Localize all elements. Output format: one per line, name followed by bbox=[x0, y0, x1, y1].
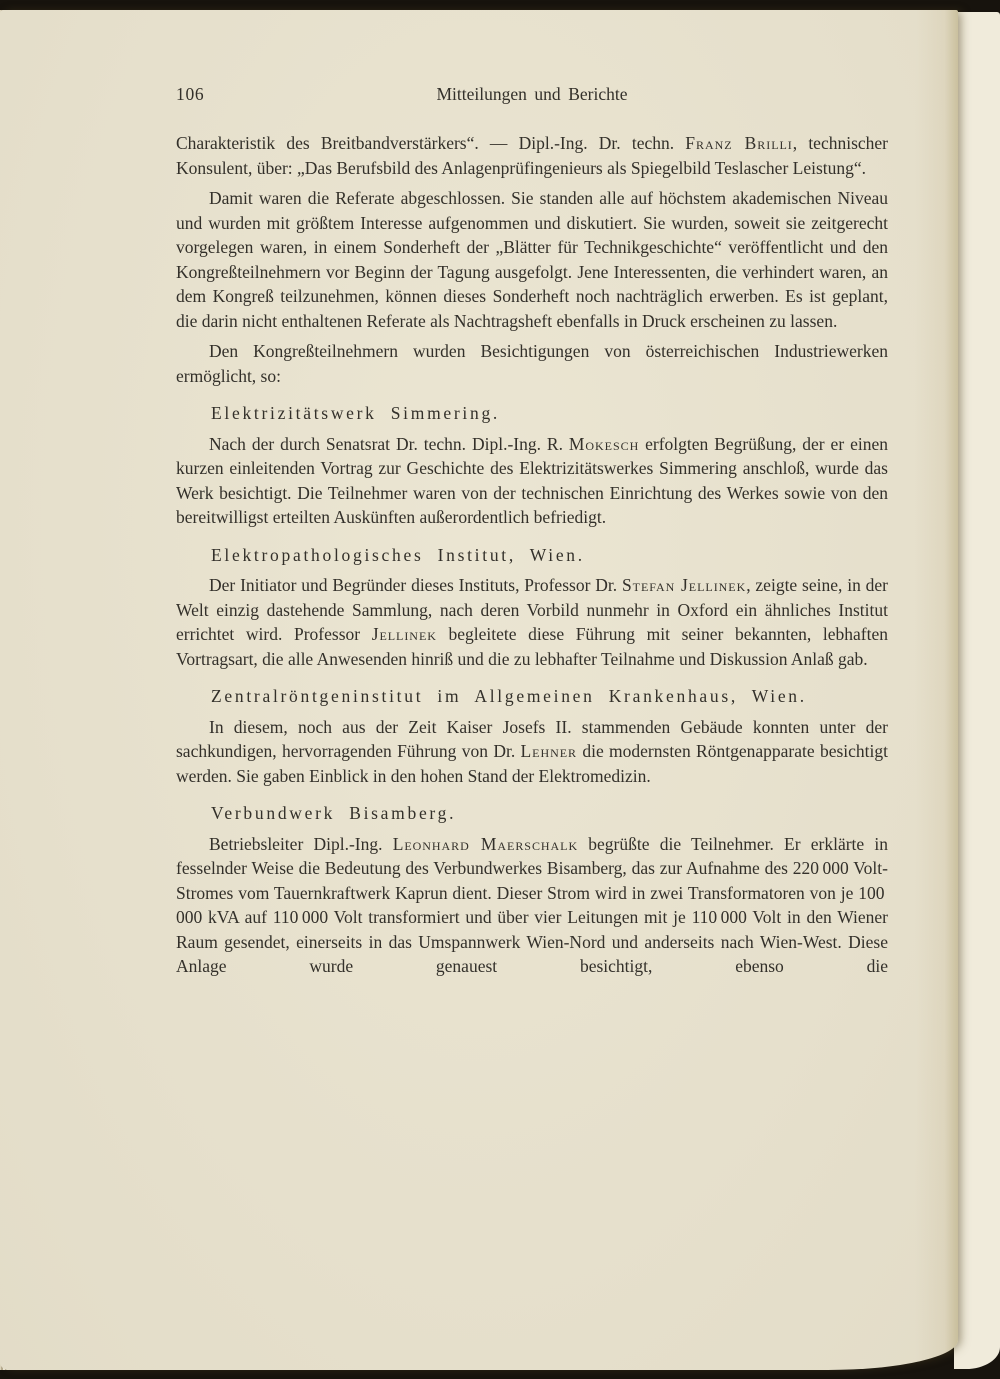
paragraph bbox=[176, 339, 888, 388]
text-run: Damit waren die Referate abgeschlossen. Sie standen alle auf höchstem akademischen Niveau und wurden mit größtem Interesse aufgenommen und diskutiert. Sie wurden, soweit sie zeitgerecht vorgelegen waren, in einem Sonderheft der „Blätter für Technikgeschichte“ veröffentlicht und den Kongreßteilnehmern vor Beginn der Tagung ausgefolgt. Jene Interessenten, die verhindert waren, an dem Kongreß teilzunehmen, können dieses Sonderheft noch nachträglich erwerben. Es ist geplant, die darin nicht enthaltenen Referate als Nachtragsheft ebenfalls in Druck erscheinen zu lassen. bbox=[176, 188, 888, 331]
paragraph bbox=[176, 832, 888, 979]
text-run: Der Initiator und Begründer dieses Instituts, Professor Dr. bbox=[209, 575, 622, 595]
text-run: Betriebsleiter Dipl.-Ing. bbox=[209, 833, 393, 854]
next-page-edge bbox=[954, 12, 1000, 1369]
text-run: Den Kongreßteilnehmern wurden Besichtigungen von österreichischen Industriewerken ermöglicht, so: bbox=[176, 341, 888, 386]
paragraph bbox=[176, 715, 888, 789]
page-body bbox=[176, 131, 888, 979]
paragraph bbox=[176, 573, 888, 671]
person-name: Jellinek bbox=[371, 624, 437, 644]
text-run: erfolgten Begrüßung, der er einen kurzen einleitenden Vortrag zur Geschichte des Elektrizitätswerkes Simmering anschloß, wurde das Werk besichtigt. Die Teilnehmer waren von der technischen Einrichtung des Werkes sowie von den bereitwilligst erteilten Auskünften außerordentlich befriedigt. bbox=[176, 433, 888, 527]
text-run: begrüßte die Teilnehmer. Er erklärte in fesselnder Weise die Bedeutung des Verbundwerkes Bisamberg, das zur Aufnahme des 220 000 Volt-Stromes vom Tauernkraftwerk Kaprun dient. Dieser Strom wird in zwei Transformatoren von je 100 000 kVA auf 110 000 Volt transformiert und über vier Leitungen mit je 110 000 Volt in den Wiener Raum gesendet, einerseits in das Umspannwerk Wien-Nord und anderseits nach Wien-West. Diese Anlage wurde genauest besichtigt, ebenso die bbox=[176, 833, 888, 976]
text-run: , zeigte seine, in der Welt einzig dastehende Sammlung, nach deren Vorbild nunmehr in Oxford ein ähnliches Institut errichtet wird. Professor bbox=[176, 575, 888, 644]
text-run: Nach der durch Senatsrat Dr. techn. Dipl.-Ing. R. bbox=[209, 433, 569, 454]
text-run: Charakteristik des Breitbandverstärkers“. — Dipl.-Ing. Dr. techn. bbox=[176, 133, 686, 153]
page-content bbox=[176, 82, 888, 979]
person-name: Mokesch bbox=[568, 433, 640, 454]
section-heading: Elektrizitätswerk Simmering. bbox=[211, 403, 501, 423]
running-header-title: Mitteilungen und Berichte bbox=[436, 84, 628, 104]
person-name: Lehner bbox=[520, 741, 577, 761]
text-run: In diesem, noch aus der Zeit Kaiser Josefs II. stammenden Gebäude konnten unter der sachkundigen, hervorragenden Führung von Dr. bbox=[176, 716, 888, 761]
paragraph bbox=[176, 131, 888, 180]
text-run: , technischer Konsulent, über: „Das Berufsbild des Anlagenprüfingenieurs als Spiegelbild Teslascher Leistung“. bbox=[176, 133, 888, 178]
paragraph bbox=[176, 432, 888, 530]
paragraph bbox=[176, 186, 888, 333]
text-run: begleitete diese Führung mit seiner bekannten, lebhaften Vortragsart, die alle Anwesenden hinriß und die zu lebhafter Teilnahme und Diskussion Anlaß gab. bbox=[176, 624, 888, 669]
book-page bbox=[0, 10, 958, 1370]
text-run: die modernsten Röntgenapparate besichtigt werden. Sie gaben Einblick in den hohen Stand der Elektromedizin. bbox=[176, 741, 888, 786]
person-name: Leonhard Maerschalk bbox=[392, 833, 579, 854]
person-name: Franz Brilli bbox=[685, 133, 793, 153]
section-heading: Elektropathologisches Institut, Wien. bbox=[211, 544, 585, 565]
running-head bbox=[176, 82, 888, 107]
person-name: Stefan Jellinek bbox=[621, 575, 747, 595]
page-number: 106 bbox=[176, 84, 205, 104]
section-heading: Zentralröntgeninstitut im Allgemeinen Krankenhaus, Wien. bbox=[211, 686, 807, 706]
section-heading: Verbundwerk Bisamberg. bbox=[211, 803, 457, 823]
